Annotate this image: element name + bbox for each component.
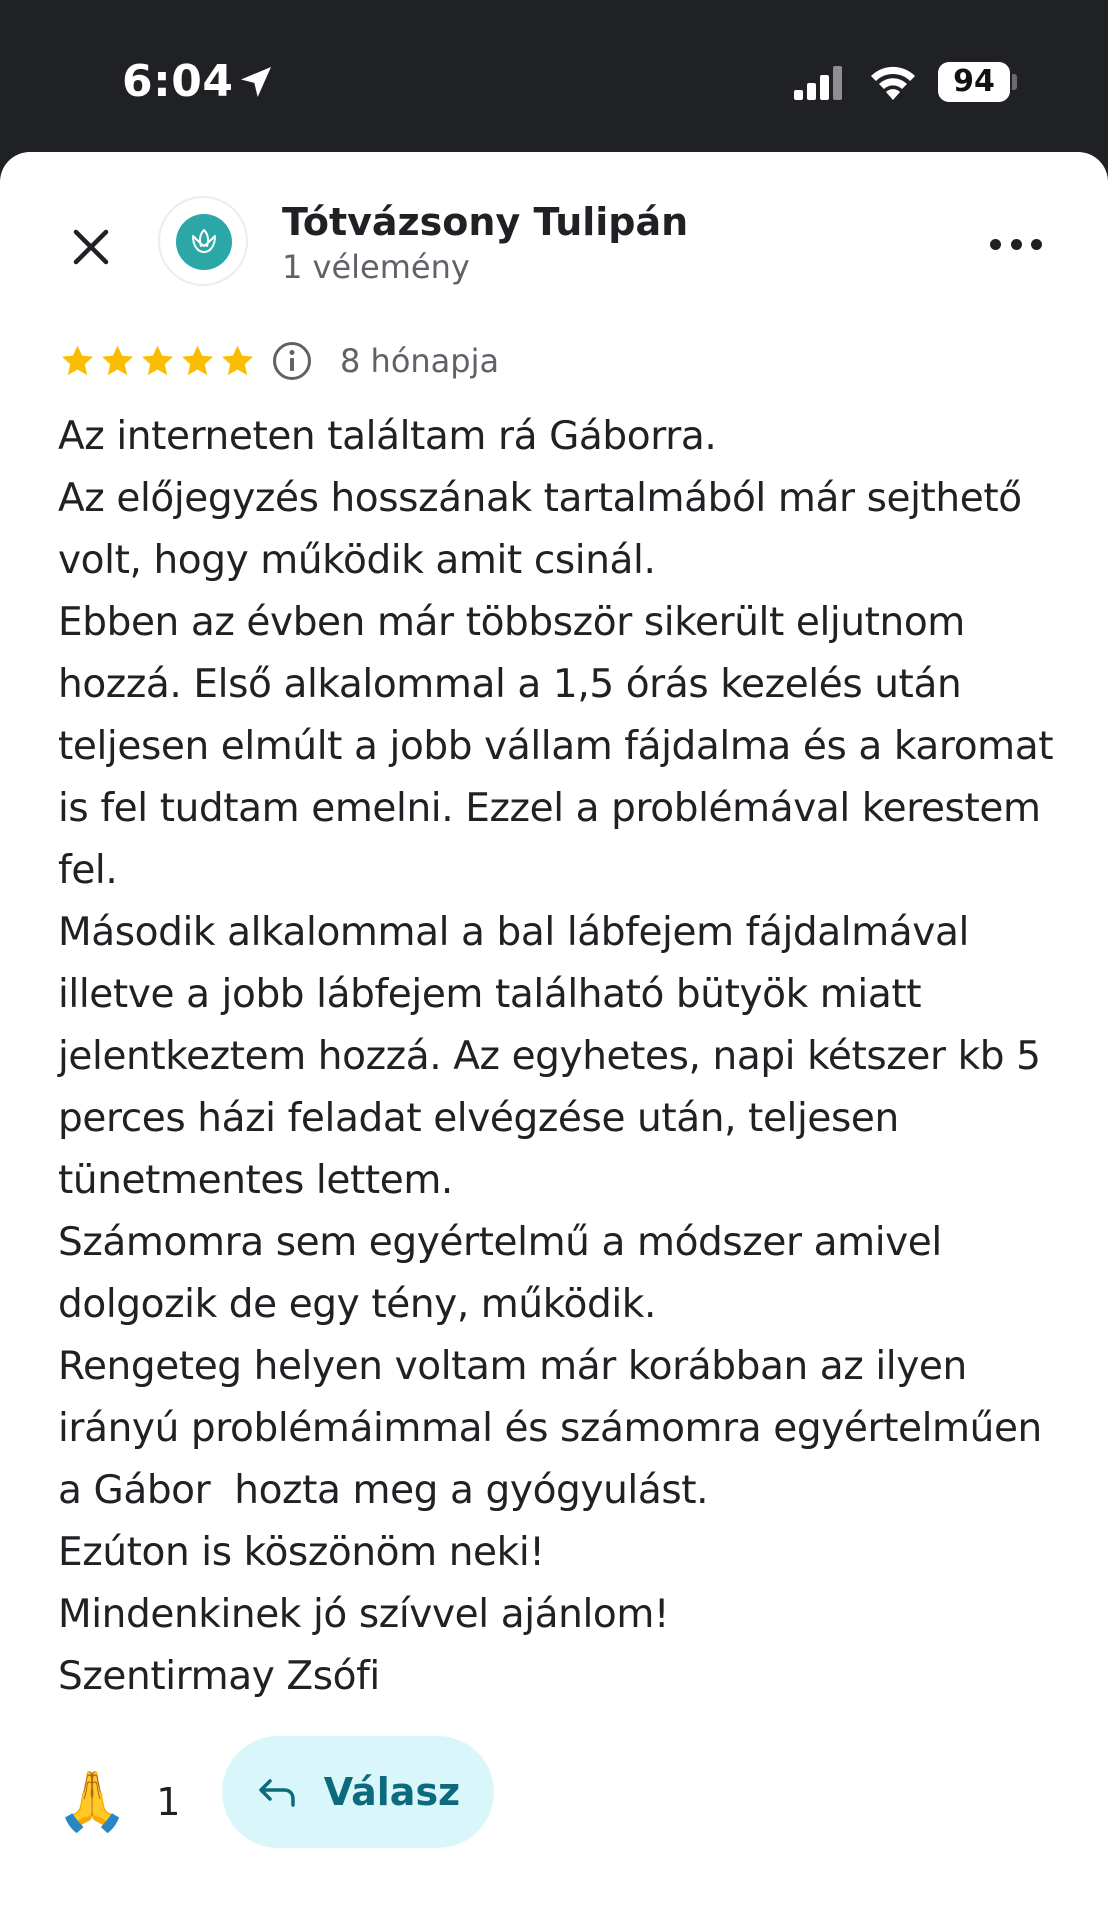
close-icon[interactable] [62, 218, 120, 276]
reviewer-review-count: 1 vélemény [282, 248, 470, 286]
more-dot [1011, 239, 1022, 250]
avatar[interactable] [158, 196, 248, 286]
status-time: 6:04 [122, 56, 234, 107]
wifi-icon [868, 62, 918, 100]
star-rating [58, 342, 258, 380]
star-icon [98, 342, 137, 380]
star-icon [218, 342, 257, 380]
star-icon [178, 342, 217, 380]
reviewer-name[interactable]: Tótvázsony Tulipán [282, 200, 689, 244]
more-dot [990, 239, 1001, 250]
rating-row [58, 336, 499, 386]
battery-nub [1012, 74, 1017, 90]
reply-arrow-icon [256, 1775, 298, 1809]
reaction-count: 1 [156, 1780, 181, 1824]
location-arrow-icon [236, 62, 276, 102]
pray-emoji-icon: 🙏 [56, 1769, 129, 1834]
avatar-badge [176, 214, 232, 270]
tulip-icon [184, 222, 224, 262]
review-text: Az interneten találtam rá Gáborra. Az előjegyzés hosszának tartalmából már sejthető volt, hogy működik amit csinál. Ebben az évben már többször sikerült eljutnom hozzá. Első alkalommal a 1,5 órás kezelés után teljesen elmúlt a jobb vállam fájdalma és a karomat is fel tudtam emelni. Ezzel a problémával kerestem fel. Második alkalommal a bal lábfejem fájdalmával illetve a jobb lábfejem található bütyök miatt jelentkeztem hozzá. Az egyhetes, napi kétszer kb 5 perces házi feladat elvégzése után, teljesen tünetmentes lettem. Számomra sem egyértelmű a módszer amivel dolgozik de egy tény, működik. Rengeteg helyen voltam már korábban az ilyen irányú problémáimmal és számomra egyértelműen a Gábor hozta meg a gyógyulást. Ezúton is köszönöm neki! Mindenkinek jó szívvel ajánlom! Szentirmay Zsófi [58, 414, 1054, 1699]
reply-button[interactable] [222, 1736, 494, 1848]
battery-indicator: 94 [938, 62, 1010, 102]
info-icon[interactable] [270, 339, 314, 383]
cellular-signal-icon [794, 66, 846, 100]
reply-label: Válasz [323, 1770, 461, 1814]
star-icon [58, 342, 97, 380]
review-date: 8 hónapja [340, 342, 500, 380]
more-dot [1031, 239, 1042, 250]
reaction-button[interactable] [56, 1762, 180, 1842]
status-bar [0, 0, 1108, 152]
star-icon [138, 342, 177, 380]
more-options-icon[interactable] [990, 224, 1042, 264]
review-sheet [0, 152, 1108, 1920]
